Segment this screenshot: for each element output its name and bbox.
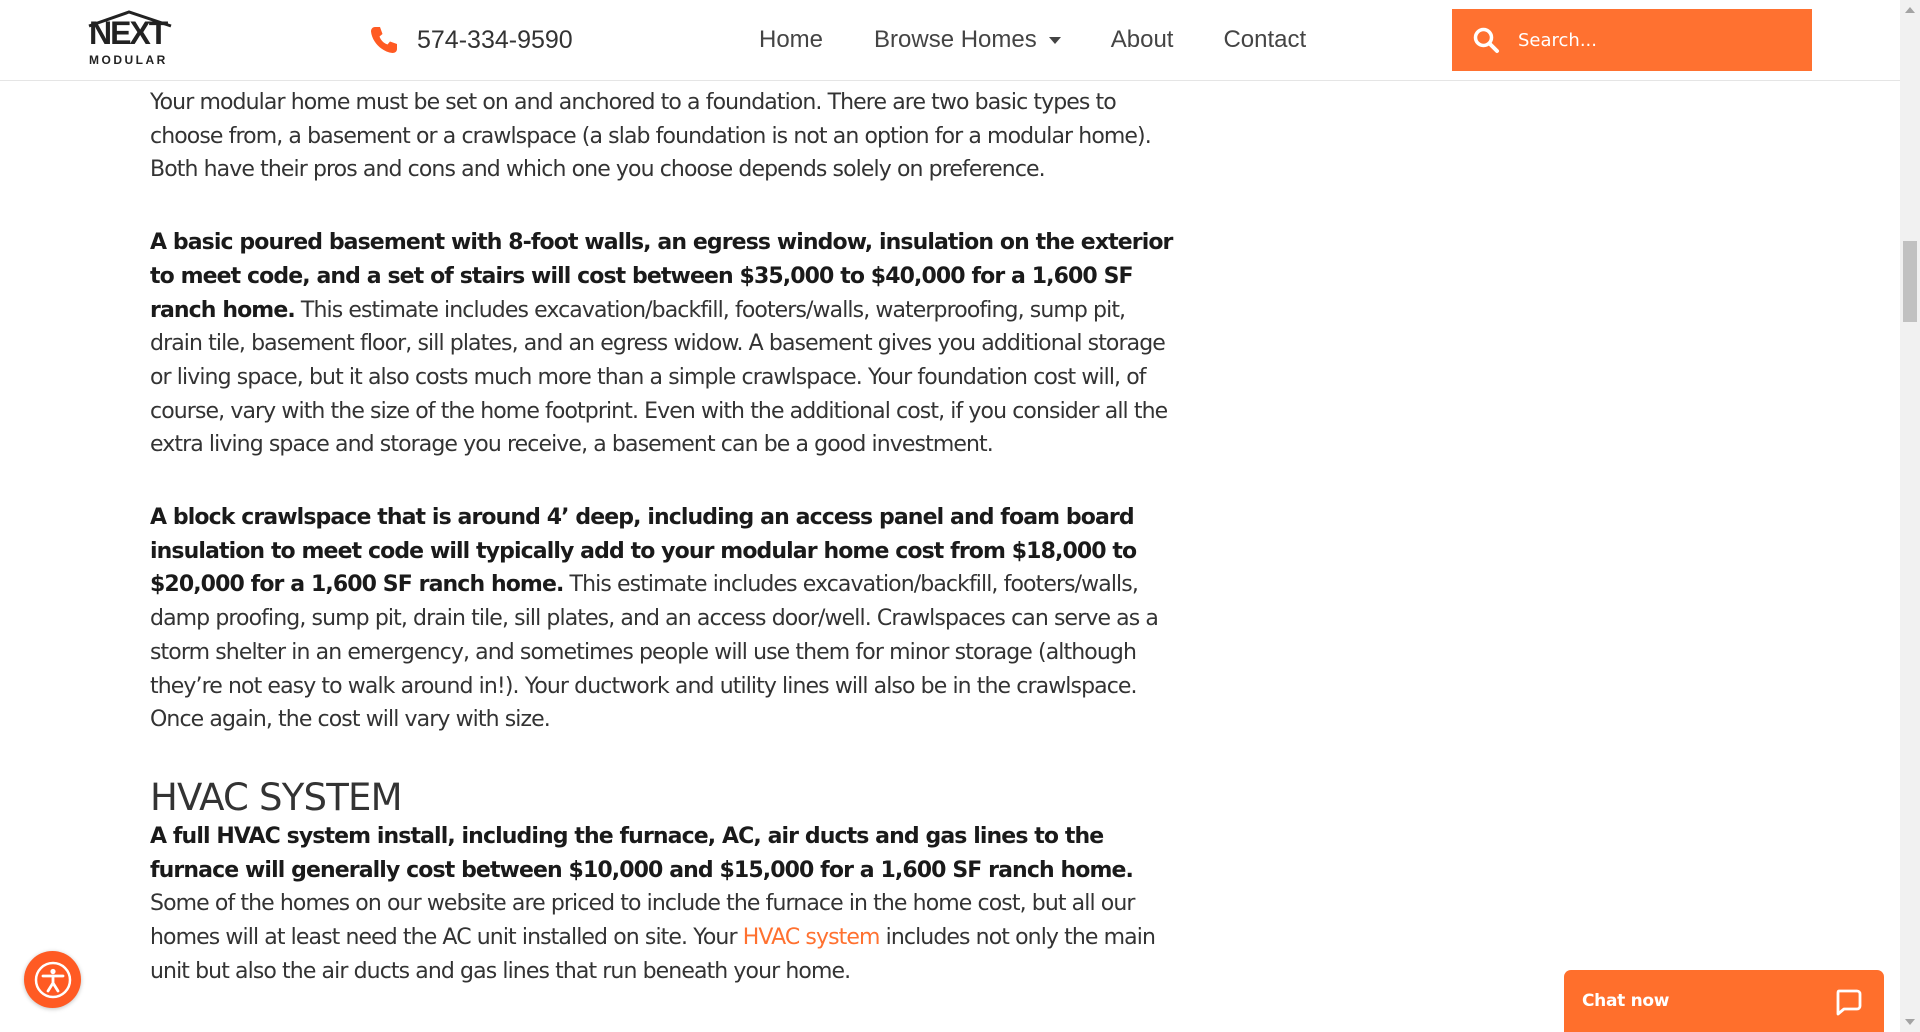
nav-label: About bbox=[1110, 26, 1174, 53]
hvac-cost-highlight: A full HVAC system install, including the furnace, AC, air ducts and gas lines to the furnace will generally cost between $10,000 and $15,000 for a 1,600 SF ranch home. bbox=[150, 823, 1133, 883]
logo-subtitle: MODULAR bbox=[89, 53, 168, 67]
logo-word: NEXT bbox=[89, 15, 167, 51]
heading-hvac-system: HVAC SYSTEM bbox=[150, 775, 402, 819]
phone-link[interactable] bbox=[368, 22, 573, 58]
search-box bbox=[1452, 9, 1812, 71]
hvac-system-link[interactable]: HVAC system bbox=[742, 925, 880, 951]
paragraph-foundation-intro: Your modular home must be set on and anchored to a foundation. There are two basic types to choose from, a basement or a crawlspace (a slab foundation is not an option for a modular home). Both have their pros and cons and which one you choose depends solely on preference. bbox=[150, 90, 1151, 183]
phone-icon bbox=[368, 24, 400, 56]
paragraph-hvac: A full HVAC system install, including the furnace, AC, air ducts and gas lines to the furnace will generally cost between $10,000 and $15,000 for a 1,600 SF ranch home. Some of the homes on our website are priced to include the furnace in the home cost, but all our homes will at least need the AC unit installed on site. Your HVAC system includes not only the main unit but also the air ducts and gas lines that run beneath your home. bbox=[150, 823, 1156, 984]
article-body bbox=[150, 86, 1175, 1027]
main-nav bbox=[759, 22, 1306, 58]
nav-label: Home bbox=[759, 26, 824, 53]
nav-item-about[interactable] bbox=[1111, 26, 1174, 54]
nav-item-browse-homes[interactable] bbox=[874, 26, 1061, 54]
scroll-down-arrow-icon[interactable] bbox=[1905, 1019, 1915, 1025]
nav-item-contact[interactable] bbox=[1223, 26, 1306, 54]
basement-cost-highlight: A basic poured basement with 8-foot walls, an egress window, insulation on the exterior to meet code, and a set of stairs will cost between $35,000 to $40,000 for a 1,600 SF ranch home. bbox=[150, 230, 1173, 323]
search-input[interactable] bbox=[1516, 29, 1796, 52]
chevron-down-icon bbox=[1049, 37, 1061, 44]
search-icon[interactable] bbox=[1472, 26, 1500, 54]
chat-label: Chat now bbox=[1582, 991, 1670, 1011]
nav-item-home[interactable] bbox=[759, 26, 823, 54]
accessibility-icon bbox=[33, 960, 73, 1000]
chat-widget[interactable] bbox=[1564, 970, 1884, 1032]
nav-label: Contact bbox=[1223, 26, 1307, 53]
paragraph-basement: A basic poured basement with 8-foot walls, an egress window, insulation on the exterior to meet code, and a set of stairs will cost between $35,000 to $40,000 for a 1,600 SF ranch home. This estimate includes excavation/backfill, footers/walls, waterproofing, sump pit, drain tile, basement floor, sill plates, and an egress widow. A basement gives you additional storage or living space, but it also costs much more than a simple crawlspace. Your foundation cost will, of course, vary with the size of the home footprint. Even with the additional cost, if you consider all the extra living space and storage you receive, a basement can be a good investment. bbox=[150, 230, 1173, 458]
logo[interactable] bbox=[87, 10, 173, 68]
scrollbar-thumb[interactable] bbox=[1903, 241, 1917, 322]
nav-label: Browse Homes bbox=[874, 26, 1037, 53]
accessibility-button[interactable] bbox=[24, 951, 81, 1008]
chat-bubble-icon bbox=[1834, 988, 1862, 1016]
scroll-up-arrow-icon[interactable] bbox=[1905, 7, 1915, 13]
crawlspace-cost-highlight: A block crawlspace that is around 4’ deep, including an access panel and foam board insulation to meet code will typically add to your modular home cost from $18,000 to $20,000 for a 1,600 SF ranch home. bbox=[150, 505, 1137, 598]
site-header bbox=[0, 0, 1900, 81]
phone-number: 574-334-9590 bbox=[417, 25, 573, 54]
page-scrollbar[interactable] bbox=[1900, 0, 1920, 1032]
paragraph-crawlspace: A block crawlspace that is around 4’ deep, including an access panel and foam board insulation to meet code will typically add to your modular home cost from $18,000 to $20,000 for a 1,600 SF ranch home. This estimate includes excavation/backfill, footers/walls, damp proofing, sump pit, drain tile, sill plates, and an access door/well. Crawlspaces can serve as a storm shelter in an emergency, and sometimes people will use them for minor storage (although they’re not easy to walk around in!). Your ductwork and utility lines will also be in the crawlspace. Once again, the cost will vary with size. bbox=[150, 505, 1159, 733]
